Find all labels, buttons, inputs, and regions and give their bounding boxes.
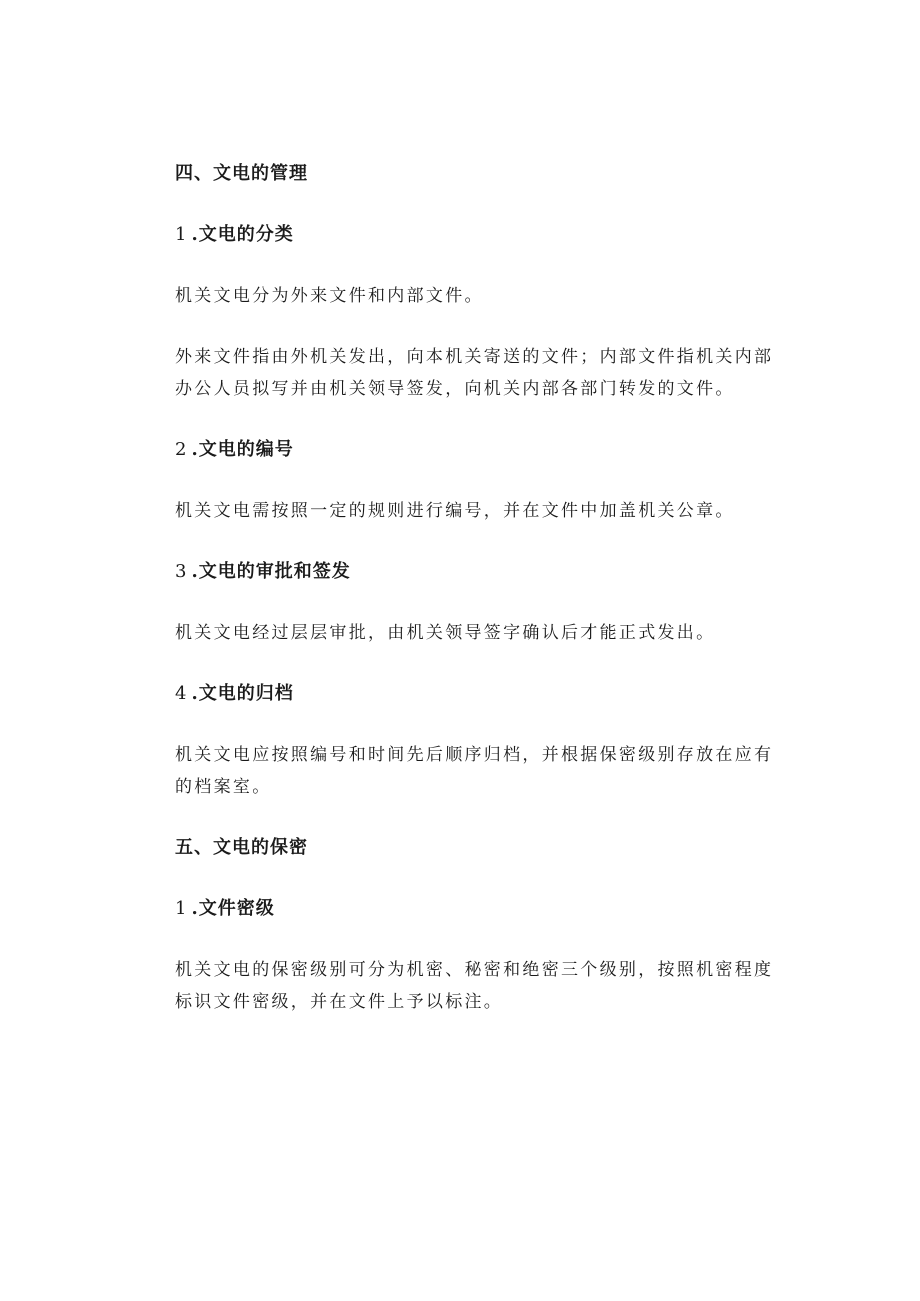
subheading-title: .文电的审批和签发 [191, 561, 351, 582]
paragraph: 机关文电需按照一定的规则进行编号，并在文件中加盖机关公章。 [175, 501, 735, 521]
paragraph: 机关文电应按照编号和时间先后顺序归档，并根据保密级别存放在应有的档案室。 [175, 745, 774, 797]
subheading-4-1 [175, 219, 780, 251]
subheading-number: 3 [175, 561, 188, 582]
subheading-4-4 [175, 678, 780, 710]
section-heading-5: 五、文电的保密 [175, 837, 308, 858]
subheading-number: 4 [175, 683, 188, 704]
paragraph: 外来文件指由外机关发出，向本机关寄送的文件；内部文件指机关内部办公人员拟写并由机关领导签发，向机关内部各部门转发的文件。 [175, 347, 774, 399]
subheading-4-3 [175, 556, 780, 588]
paragraph: 机关文电经过层层审批，由机关领导签字确认后才能正式发出。 [175, 623, 716, 643]
subheading-number: 1 [175, 224, 188, 245]
section-heading-4: 四、文电的管理 [175, 163, 308, 184]
subheading-5-1 [175, 893, 780, 925]
subheading-4-2 [175, 434, 780, 466]
subheading-title: .文电的分类 [191, 224, 294, 245]
subheading-title: .文电的编号 [191, 439, 294, 460]
paragraph: 机关文电的保密级别可分为机密、秘密和绝密三个级别，按照机密程度标识文件密级，并在文件上予以标注。 [175, 960, 774, 1012]
paragraph: 机关文电分为外来文件和内部文件。 [175, 286, 484, 306]
document-body [175, 158, 780, 1018]
subheading-title: .文件密级 [191, 898, 275, 919]
subheading-number: 1 [175, 898, 188, 919]
subheading-title: .文电的归档 [191, 683, 294, 704]
subheading-number: 2 [175, 439, 188, 460]
